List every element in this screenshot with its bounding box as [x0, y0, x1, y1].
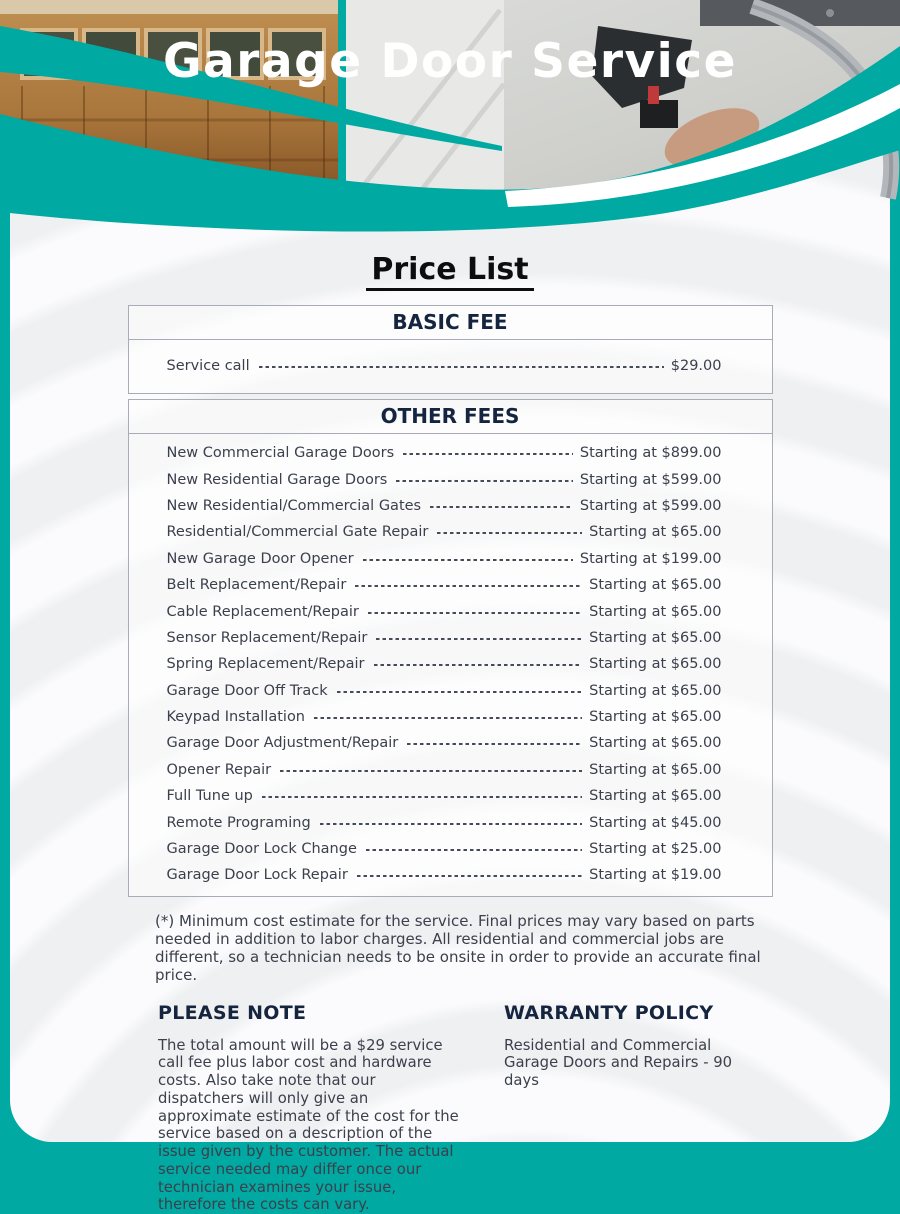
fee-label: Spring Replacement/Repair	[166, 656, 365, 673]
fee-price: Starting at $65.00	[589, 577, 722, 594]
fee-price: Starting at $599.00	[579, 497, 722, 514]
fee-row	[129, 440, 772, 466]
fee-row	[129, 519, 772, 545]
fee-row	[129, 730, 772, 756]
dashed-leader	[396, 480, 573, 482]
dashed-leader	[337, 691, 582, 693]
please-note-body: The total amount will be a $29 service call fee plus labor cost and hardware costs. Also take note that our dispatchers will only give an approximate estimate of the cost for the service based on a description of the issue given by the customer. The actual service needed may differ once our technician examines your issue, therefore the costs can vary.	[158, 1036, 459, 1214]
fee-label: Garage Door Adjustment/Repair	[166, 735, 399, 752]
fee-price: Starting at $65.00	[589, 682, 722, 699]
fee-row	[129, 783, 772, 809]
warranty-policy-body: Residential and Commercial Garage Doors and Repairs - 90 days	[504, 1036, 733, 1090]
fee-row	[129, 678, 772, 704]
fee-row	[129, 546, 772, 572]
dashed-leader	[355, 585, 582, 587]
dashed-leader	[376, 638, 582, 640]
dashed-leader	[374, 664, 583, 666]
fee-row	[129, 651, 772, 677]
fee-label: Service call	[166, 358, 250, 374]
fee-row	[129, 809, 772, 835]
dashed-leader	[357, 875, 582, 877]
fee-section	[128, 305, 773, 394]
fee-section-title: BASIC FEE	[129, 306, 772, 340]
dashed-leader	[363, 559, 573, 561]
dashed-leader	[280, 770, 582, 772]
page-title: Garage Door Service	[162, 34, 738, 89]
dashed-leader	[259, 366, 664, 368]
fee-section	[128, 399, 773, 897]
dashed-leader	[262, 796, 582, 798]
dashed-leader	[430, 506, 573, 508]
fee-row	[129, 757, 772, 783]
fee-row	[129, 704, 772, 730]
dashed-leader	[320, 823, 582, 825]
please-note-section	[158, 1002, 460, 1214]
fee-price: Starting at $599.00	[579, 471, 722, 488]
fee-label: Garage Door Lock Repair	[166, 867, 348, 884]
dashed-leader	[366, 849, 582, 851]
fee-label: Residential/Commercial Gate Repair	[166, 524, 429, 541]
fee-sections	[128, 305, 773, 897]
fee-label: Belt Replacement/Repair	[166, 577, 347, 594]
please-note-heading: PLEASE NOTE	[158, 1001, 307, 1024]
fee-label: New Commercial Garage Doors	[166, 445, 395, 462]
info-columns	[158, 1002, 900, 1214]
fee-label: Opener Repair	[166, 761, 272, 778]
dashed-leader	[407, 743, 582, 745]
fee-label: Garage Door Off Track	[166, 682, 328, 699]
fee-price: Starting at $45.00	[589, 814, 722, 831]
fee-price: Starting at $65.00	[589, 603, 722, 620]
warranty-policy-heading: WARRANTY POLICY	[504, 1001, 714, 1024]
fee-row	[129, 572, 772, 598]
fee-price: Starting at $19.00	[589, 867, 722, 884]
fee-price: Starting at $65.00	[589, 788, 722, 805]
fee-label: Sensor Replacement/Repair	[166, 629, 368, 646]
fee-price: Starting at $199.00	[579, 550, 722, 567]
fee-label: Garage Door Lock Change	[166, 841, 357, 858]
fee-label: Full Tune up	[166, 788, 253, 805]
dashed-leader	[437, 532, 582, 534]
dashed-leader	[314, 717, 582, 719]
fee-price: Starting at $899.00	[579, 445, 722, 462]
fee-price: Starting at $65.00	[589, 761, 722, 778]
fee-price: Starting at $65.00	[589, 656, 722, 673]
fee-row	[129, 625, 772, 651]
fee-row	[129, 493, 772, 519]
fee-price: Starting at $65.00	[589, 524, 722, 541]
fee-price: Starting at $65.00	[589, 709, 722, 726]
fee-label: Remote Programing	[166, 814, 311, 831]
fee-label: New Residential/Commercial Gates	[166, 497, 422, 514]
fee-label: New Garage Door Opener	[166, 550, 354, 567]
warranty-policy-section	[504, 1002, 762, 1214]
fee-price: Starting at $25.00	[589, 841, 722, 858]
price-list-heading: Price List	[366, 252, 533, 291]
photo-divider	[338, 0, 346, 210]
fee-item-list	[129, 340, 772, 393]
dashed-leader	[403, 453, 573, 455]
fee-price: $29.00	[670, 358, 722, 374]
fee-label: New Residential Garage Doors	[166, 471, 388, 488]
fee-row	[129, 862, 772, 888]
fee-label: Keypad Installation	[166, 709, 306, 726]
fee-label: Cable Replacement/Repair	[166, 603, 359, 620]
fee-row	[129, 466, 772, 492]
footnote: (*) Minimum cost estimate for the service. Final prices may vary based on parts needed in addition to labor charges. All residential and commercial jobs are different, so a technician needs to be onsite in order to provide an accurate final price.	[155, 911, 761, 984]
fee-item-list	[129, 434, 772, 896]
fee-price: Starting at $65.00	[589, 735, 722, 752]
fee-row	[129, 598, 772, 624]
fee-price: Starting at $65.00	[589, 629, 722, 646]
dashed-leader	[368, 612, 582, 614]
fee-row	[129, 836, 772, 862]
fee-row	[129, 346, 772, 386]
fee-section-title: OTHER FEES	[129, 400, 772, 434]
